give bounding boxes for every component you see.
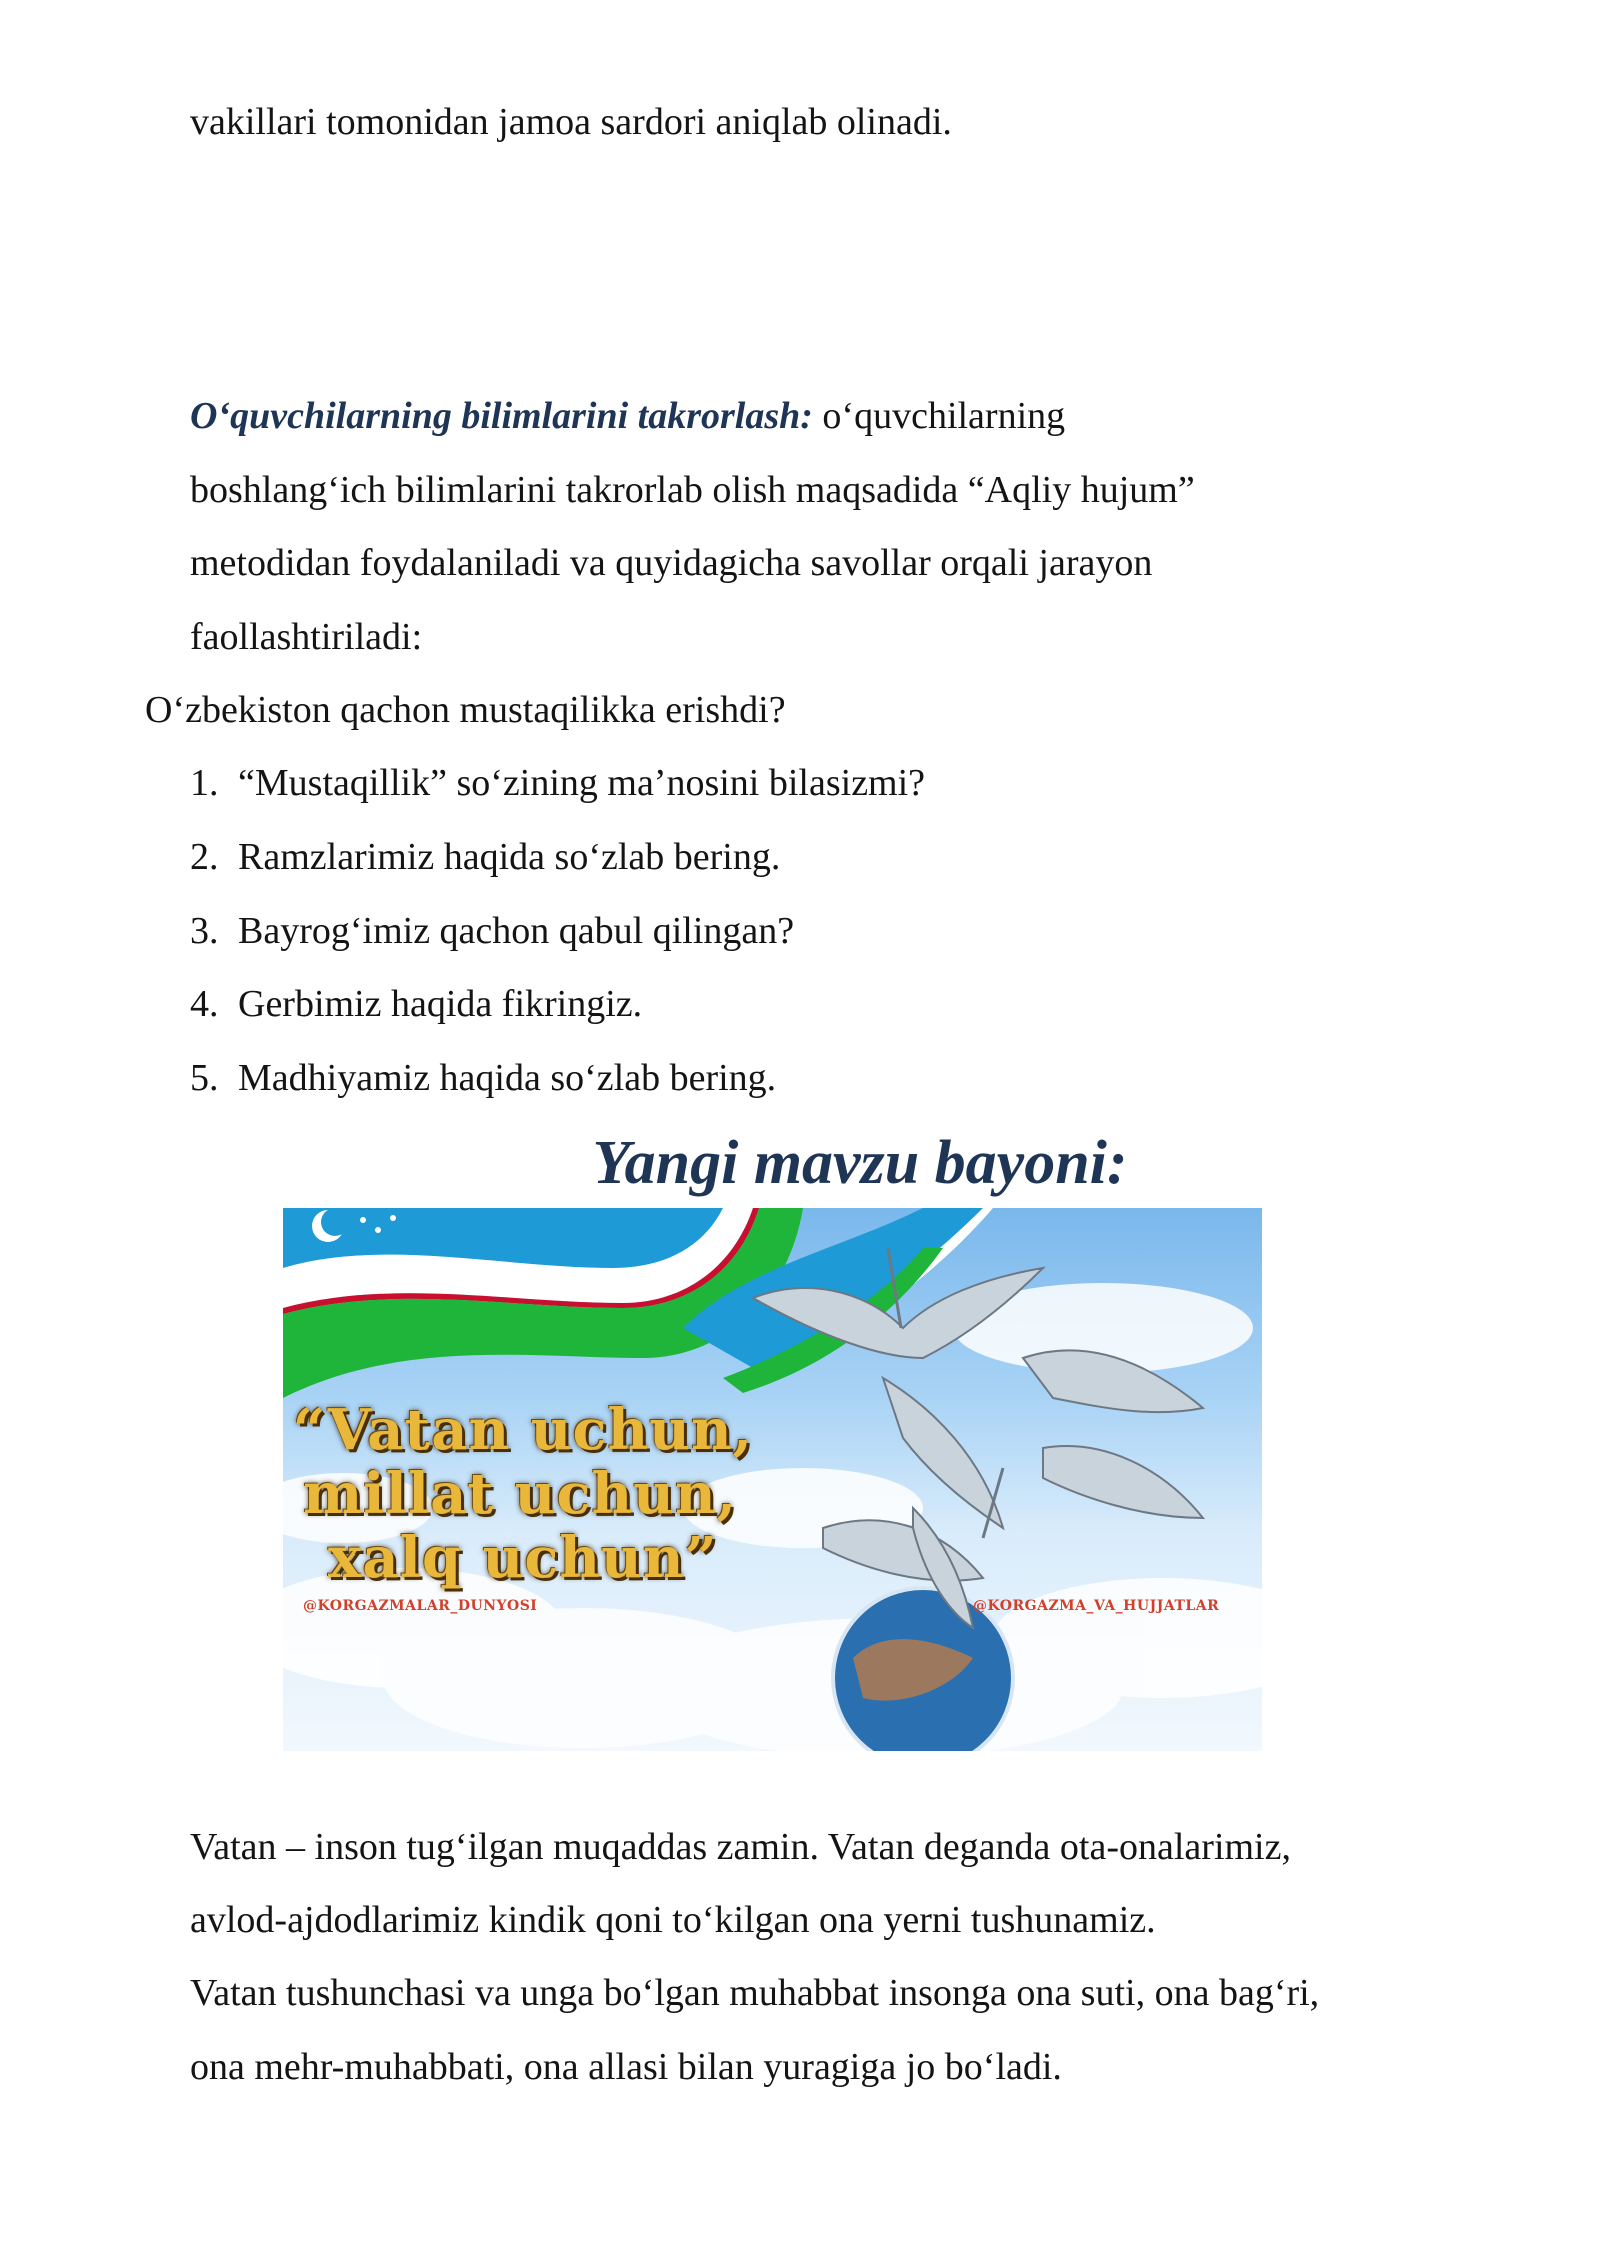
paragraph-top: vakillari tomonidan jamoa sardori aniqlab olinadi. [190, 101, 952, 143]
question-intro: O‘zbekiston qachon mustaqilikka erishdi? [145, 689, 786, 731]
list-item [190, 833, 780, 881]
body-line-3: Vatan tushunchasi va unga bo‘lgan muhabbat insonga ona suti, ona bag‘ri, [190, 1972, 1320, 2014]
list-text: Gerbimiz haqida fikringiz. [238, 983, 643, 1025]
new-topic-heading: Yangi mavzu bayoni: [592, 1129, 1128, 1197]
list-number: 2. [190, 836, 219, 878]
slogan-line-3: xalq uchun” [328, 1525, 718, 1591]
list-text: Madhiyamiz haqida so‘zlab bering. [238, 1057, 777, 1099]
review-line-1-text: o‘quvchilarning [812, 395, 1066, 437]
vatan-poster-image [283, 1208, 1262, 1751]
body-line-1: Vatan – inson tug‘ilgan muqaddas zamin. Vatan deganda ota-onalarimiz, [190, 1826, 1291, 1868]
body-line-2: avlod-ajdodlarimiz kindik qoni to‘kilgan ona yerni tushunamiz. [190, 1899, 1156, 1941]
slogan-line-1: “Vatan uchun, [293, 1397, 754, 1463]
list-number: 3. [190, 910, 219, 952]
list-item [190, 980, 642, 1028]
body-line-4: ona mehr-muhabbati, ona allasi bilan yuragiga jo bo‘ladi. [190, 2046, 1062, 2088]
review-line-1 [190, 392, 1065, 440]
list-item [190, 1054, 776, 1102]
list-number: 4. [190, 983, 219, 1025]
review-line-3: metodidan foydalaniladi va quyidagicha savollar orqali jarayon [190, 542, 1153, 584]
slogan-line-2: millat uchun, [303, 1461, 738, 1527]
credit-right: @KORGAZMA_VA_HUJJATLAR [973, 1598, 1220, 1614]
list-number: 1. [190, 762, 219, 804]
review-line-2: boshlang‘ich bilimlarini takrorlab olish maqsadida “Aqliy hujum” [190, 469, 1195, 511]
list-text: Bayrog‘imiz qachon qabul qilingan? [238, 910, 795, 952]
credit-left: @KORGAZMALAR_DUNYOSI [303, 1598, 538, 1614]
review-heading: O‘quvchilarning bilimlarini takrorlash: [190, 395, 813, 437]
list-number: 5. [190, 1057, 219, 1099]
list-item [190, 907, 794, 955]
list-text: Ramzlarimiz haqida so‘zlab bering. [238, 836, 781, 878]
review-line-4: faollashtiriladi: [190, 616, 423, 658]
list-item [190, 759, 925, 807]
list-text: “Mustaqillik” so‘zining ma’nosini bilasizmi? [238, 762, 926, 804]
